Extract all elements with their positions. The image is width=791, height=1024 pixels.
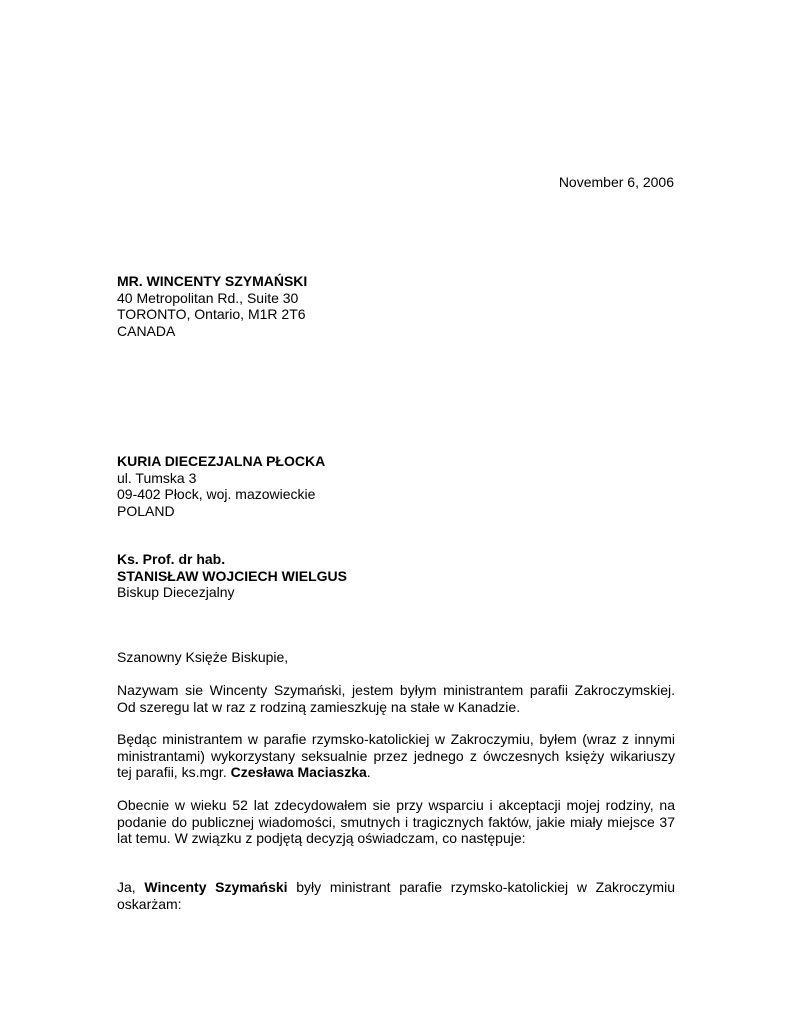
- paragraph-introduction: Nazywam sie Wincenty Szymański, jestem byłym ministrantem parafii Zakroczymskiej. Od szeregu lat w raz z rodziną zamieszkuję na stałe w Kanadzie.: [117, 682, 675, 715]
- sender-name: MR. WINCENTY SZYMAŃSKI: [117, 273, 308, 289]
- accused-name: Czesława Maciaszka: [230, 764, 367, 780]
- paragraph-accusation: [117, 879, 675, 912]
- bishop-title: Ks. Prof. dr hab.: [117, 551, 226, 567]
- accuser-name: Wincenty Szymański: [144, 879, 288, 895]
- bishop-addressee: [117, 551, 675, 601]
- paragraph-text-end: .: [366, 764, 371, 780]
- sender-country: CANADA: [117, 322, 176, 339]
- sender-city: TORONTO, Ontario, M1R 2T6: [117, 306, 306, 322]
- sender-street: 40 Metropolitan Rd., Suite 30: [117, 289, 299, 306]
- letter-date: November 6, 2006: [558, 174, 674, 190]
- recipient-country: POLAND: [117, 502, 175, 519]
- recipient-city: 09-402 Płock, woj. mazowieckie: [117, 486, 316, 502]
- bishop-role: Biskup Diecezjalny: [117, 584, 235, 600]
- paragraph-text-end: były ministrant parafie rzymsko-katolickiej w Zakroczymiu oskarżam:: [117, 879, 675, 912]
- paragraph-abuse-statement: [117, 731, 675, 781]
- paragraph-decision: Obecnie w wieku 52 lat zdecydowałem sie przy wsparciu i akceptacji mojej rodziny, na podanie do publicznej wiadomości, smutnych i tragicznych faktów, jakie miały miejsce 37 lat temu. W związku z podjętą decyzją oświadczam, co następuje:: [117, 797, 675, 846]
- greeting: Szanowny Księże Biskupie,: [117, 649, 289, 665]
- recipient-street: ul. Tumska 3: [117, 469, 197, 486]
- paragraph-text: Będąc ministrantem w parafie rzymsko-katolickiej w Zakroczymiu, byłem (wraz z innymi ministrantami) wykorzystany seksualnie przez jednego z ówczesnych księży wikariuszy tej parafii, ks.mgr.: [117, 731, 675, 780]
- paragraph-text: Ja,: [117, 879, 145, 895]
- bishop-name: STANISŁAW WOJCIECH WIELGUS: [117, 567, 347, 584]
- recipient-name: KURIA DIECEZJALNA PŁOCKA: [117, 453, 326, 469]
- recipient-address: [117, 453, 675, 519]
- sender-address: [117, 273, 675, 339]
